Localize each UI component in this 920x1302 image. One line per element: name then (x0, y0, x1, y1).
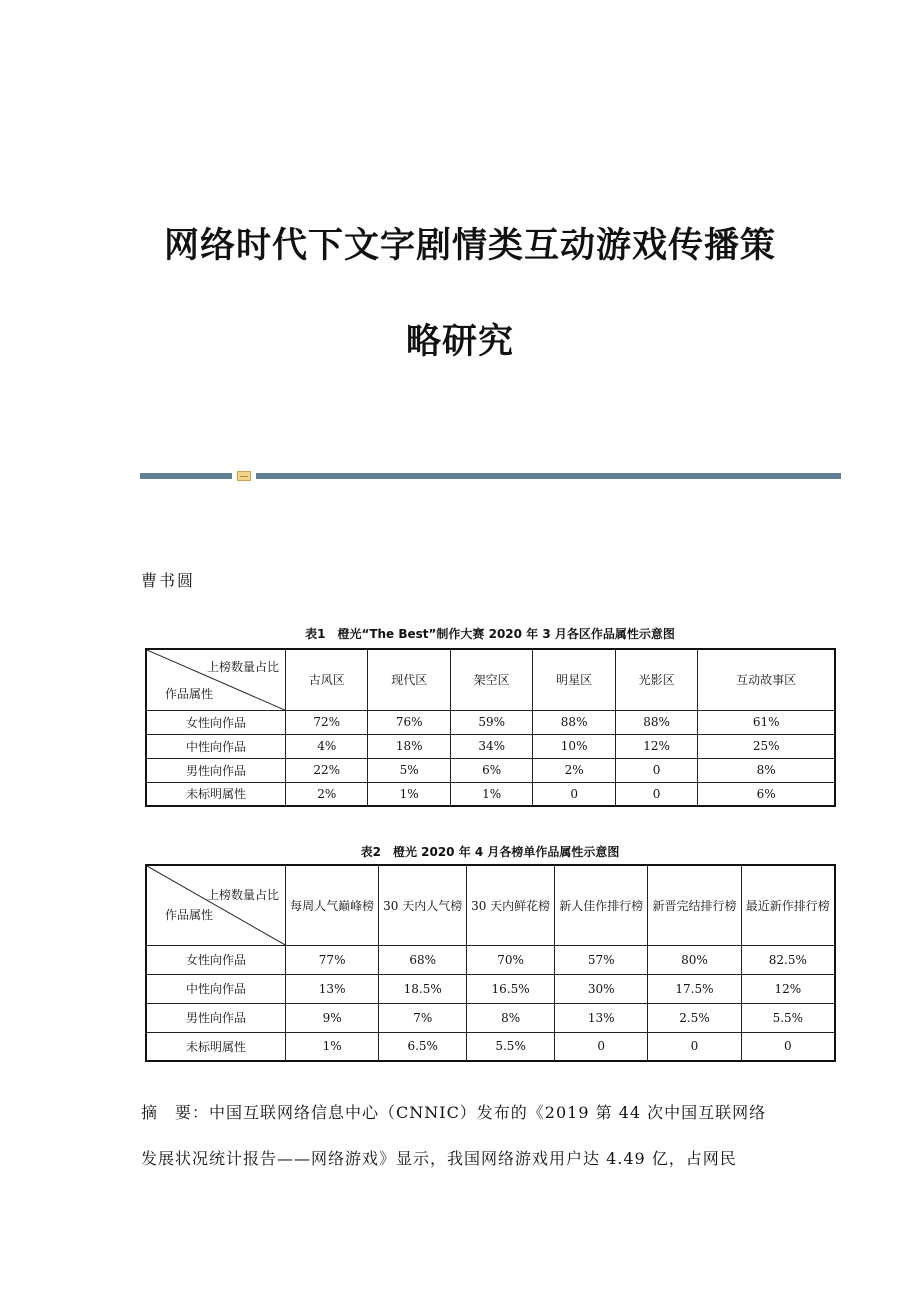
table-cell: 30% (555, 974, 648, 1003)
row-label: 未标明属性 (146, 782, 286, 806)
table-row (146, 945, 835, 974)
row-label: 中性向作品 (146, 734, 286, 758)
table-cell: 18.5% (379, 974, 467, 1003)
table2-column-header: 30 天内人气榜 (379, 865, 467, 945)
table-cell: 2.5% (648, 1003, 741, 1032)
table-cell: 61% (698, 710, 835, 734)
table-cell: 18% (368, 734, 450, 758)
table2-column-header: 最近新作排行榜 (741, 865, 835, 945)
table-cell: 70% (467, 945, 555, 974)
table2 (145, 864, 836, 1062)
table1-column-header: 架空区 (450, 649, 532, 710)
table2-column-header: 新人佳作排行榜 (555, 865, 648, 945)
table-cell: 0 (648, 1032, 741, 1061)
row-label: 男性向作品 (146, 758, 286, 782)
table-cell: 13% (555, 1003, 648, 1032)
table-cell: 25% (698, 734, 835, 758)
table2-column-header: 新晋完结排行榜 (648, 865, 741, 945)
table2-corner-header (146, 865, 286, 945)
title-divider (140, 471, 841, 480)
table-cell: 6.5% (379, 1032, 467, 1061)
abstract-line1: 摘 要：中国互联网络信息中心（CNNIC）发布的《2019 第 44 次中国互联网络 (141, 1103, 767, 1122)
row-label: 女性向作品 (146, 710, 286, 734)
table1-column-header: 明星区 (533, 649, 615, 710)
table2-caption: 表2 橙光 2020 年 4 月各榜单作品属性示意图 (360, 845, 620, 859)
table-cell: 5.5% (741, 1003, 835, 1032)
paper-title-line2: 略研究 (405, 322, 514, 362)
table2-corner-bottom: 作品属性 (165, 907, 214, 922)
paper-title-line1: 网络时代下文字剧情类互动游戏传播策 (163, 226, 776, 266)
table-cell: 57% (555, 945, 648, 974)
table-row (146, 782, 835, 806)
table-row (146, 710, 835, 734)
table1-column-header: 互动故事区 (698, 649, 835, 710)
table-cell: 88% (533, 710, 615, 734)
row-label: 中性向作品 (146, 974, 286, 1003)
table-cell: 6% (450, 758, 532, 782)
table-cell: 59% (450, 710, 532, 734)
table-cell: 0 (555, 1032, 648, 1061)
table-cell: 1% (286, 1032, 379, 1061)
table-cell: 6% (698, 782, 835, 806)
table1 (145, 648, 836, 807)
table-row (146, 1032, 835, 1061)
table-cell: 8% (467, 1003, 555, 1032)
table-cell: 13% (286, 974, 379, 1003)
table-cell: 77% (286, 945, 379, 974)
table1-corner-bottom: 作品属性 (165, 686, 214, 701)
table-cell: 1% (368, 782, 450, 806)
table2-column-header: 每周人气巅峰榜 (286, 865, 379, 945)
table-cell: 5.5% (467, 1032, 555, 1061)
abstract-line2: 发展状况统计报告——网络游戏》显示，我国网络游戏用户达 4.49 亿，占网民 (141, 1149, 737, 1168)
divider-ornament-icon (237, 471, 251, 481)
table-cell: 10% (533, 734, 615, 758)
table-cell: 80% (648, 945, 741, 974)
table-cell: 0 (533, 782, 615, 806)
table-cell: 7% (379, 1003, 467, 1032)
table-cell: 12% (741, 974, 835, 1003)
table-cell: 2% (533, 758, 615, 782)
table-cell: 5% (368, 758, 450, 782)
table1-column-header: 光影区 (615, 649, 697, 710)
table-cell: 1% (450, 782, 532, 806)
table1-corner-top: 上榜数量占比 (206, 660, 279, 674)
table-row (146, 1003, 835, 1032)
table2-column-header: 30 天内鲜花榜 (467, 865, 555, 945)
table2-corner-top: 上榜数量占比 (206, 888, 279, 902)
table-cell: 22% (286, 758, 368, 782)
row-label: 男性向作品 (146, 1003, 286, 1032)
table-cell: 88% (615, 710, 697, 734)
table-cell: 16.5% (467, 974, 555, 1003)
author-name: 曹书圆 (141, 571, 196, 590)
table1-column-header: 古风区 (286, 649, 368, 710)
table-cell: 0 (615, 758, 697, 782)
table-row (146, 974, 835, 1003)
row-label: 女性向作品 (146, 945, 286, 974)
table-cell: 2% (286, 782, 368, 806)
table-cell: 8% (698, 758, 835, 782)
table-cell: 9% (286, 1003, 379, 1032)
table-cell: 12% (615, 734, 697, 758)
table-cell: 0 (741, 1032, 835, 1061)
table-cell: 17.5% (648, 974, 741, 1003)
table-cell: 4% (286, 734, 368, 758)
table-cell: 82.5% (741, 945, 835, 974)
table1-column-header: 现代区 (368, 649, 450, 710)
table-row (146, 758, 835, 782)
table-cell: 0 (615, 782, 697, 806)
table-cell: 34% (450, 734, 532, 758)
table-cell: 68% (379, 945, 467, 974)
table1-corner-header (146, 649, 286, 710)
table1-caption: 表1 橙光“The Best”制作大赛 2020 年 3 月各区作品属性示意图 (305, 627, 675, 641)
row-label: 未标明属性 (146, 1032, 286, 1061)
table-row (146, 734, 835, 758)
table-cell: 72% (286, 710, 368, 734)
table-cell: 76% (368, 710, 450, 734)
